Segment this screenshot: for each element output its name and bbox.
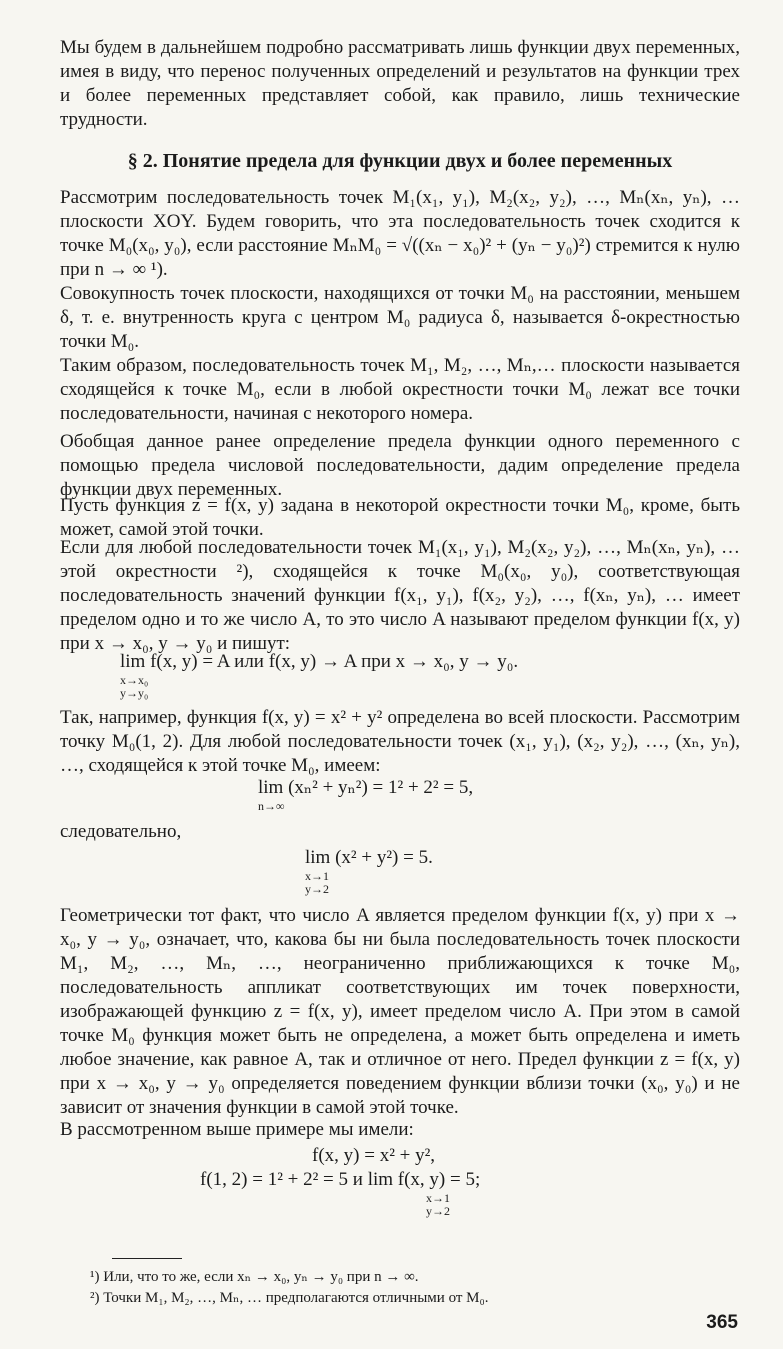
paragraph-example: Так, например, функция f(x, y) = x² + y² определена во всей плоскости. Рассмотрим точку M₀(1, 2). Для любой последовательности точек (x₁, y₁), (x₂, y₂), …, (xₙ, yₙ), …, сходящейся к этой точке M₀, имеем: [60, 707, 740, 776]
paragraph-therefore: следовательно, [60, 821, 182, 842]
paragraph-geometric-meaning: Геометрически тот факт, что число A является пределом функции f(x, y) при x → x₀, y → y₀, означает, что, какова бы ни была последовательность точек плоскости M₁, M₂, …, Mₙ, …, неограниченно приближающихся к точке M₀, последовательность аппликат соответствующих им точек поверхности, изображающей функцию z = f(x, y), имеет пределом число A. При этом в самой точке M₀ функция может быть не определена, а может быть определена и иметь любое значение, как равное A, так и отличное от него. Предел функции z = f(x, y) при x → x₀, y → y₀ определяется поведением функции вблизи точки (x₀, y₀) и не зависит от значения функции в самой этой точке. [60, 905, 740, 1118]
formula-example-limit: lim (x² + y²) = 5. x→1 y→2 [305, 847, 433, 896]
formula-limit-notation: lim f(x, y) = A или f(x, y) → A при x → x₀, y → y₀. x→x₀ y→y₀ [120, 651, 519, 700]
paragraph-delta-neighborhood: Совокупность точек плоскости, находящихся от точки M₀ на расстоянии, меньшем δ, т. е. внутренность круга с центром M₀ радиуса δ, называется δ-окрестностью точки M₀. [60, 283, 740, 352]
formula-sequence-limit: lim (xₙ² + yₙ²) = 1² + 2² = 5, n→∞ [258, 777, 474, 813]
paragraph-convergent-sequence: Таким образом, последовательность точек M₁, M₂, …, Mₙ,… плоскости называется сходящейся к точке M₀, если в любой окрестности точки M₀ лежат все точки последовательности, начиная с некоторого номера. [60, 355, 740, 424]
formula-recap-line2: f(1, 2) = 1² + 2² = 5 и lim f(x, y) = 5; x→1 y→2 [200, 1169, 481, 1218]
paragraph-function-definition: Пусть функция z = f(x, y) задана в некоторой окрестности точки M₀, кроме, быть может, самой этой точки. [60, 495, 740, 540]
page-number: 365 [706, 1312, 738, 1333]
paragraph-example-recap: В рассмотренном выше примере мы имели: [60, 1119, 414, 1140]
paragraph-limit-definition: Если для любой последовательности точек M₁(x₁, y₁), M₂(x₂, y₂), …, Mₙ(xₙ, yₙ), … этой окрестности ²), сходящейся к точке M₀(x₀, y₀), соответствующая последовательность значений функции f(x₁, y₁), f(x₂, y₂), …, f(xₙ, yₙ), … имеет пределом одно и то же число A, то это число A называют пределом функции f(x, y) при x → x₀, y → y₀ и пишут: [60, 537, 740, 654]
section-title: § 2. Понятие предела для функции двух и более переменных [127, 150, 673, 172]
footnote-2: ²) Точки M₁, M₂, …, Mₙ, … предполагаются отличными от M₀. [90, 1290, 489, 1306]
footnote-divider [112, 1258, 182, 1259]
footnote-1: ¹) Или, что то же, если xₙ → x₀, yₙ → y₀ при n → ∞. [90, 1269, 419, 1285]
formula-recap-line1: f(x, y) = x² + y², [312, 1145, 436, 1166]
paragraph-sequence-convergence: Рассмотрим последовательность точек M₁(x₁, y₁), M₂(x₂, y₂), …, Mₙ(xₙ, yₙ), … плоскости XOY. Будем говорить, что эта последовательность точек сходится к точке M₀(x₀, y₀), если расстояние MₙM₀ = √((xₙ − x₀)² + (yₙ − y₀)²) стремится к нулю при n → ∞ ¹). [60, 187, 740, 280]
intro-paragraph: Мы будем в дальнейшем подробно рассматривать лишь функции двух переменных, имея в виду, что перенос полученных определений и результатов на функции трех и более переменных представляет собой, как правило, лишь технические трудности. [60, 37, 740, 130]
paragraph-generalization: Обобщая данное ранее определение предела функции одного переменного с помощью предела числовой последовательности, дадим определение предела функции двух переменных. [60, 431, 740, 500]
